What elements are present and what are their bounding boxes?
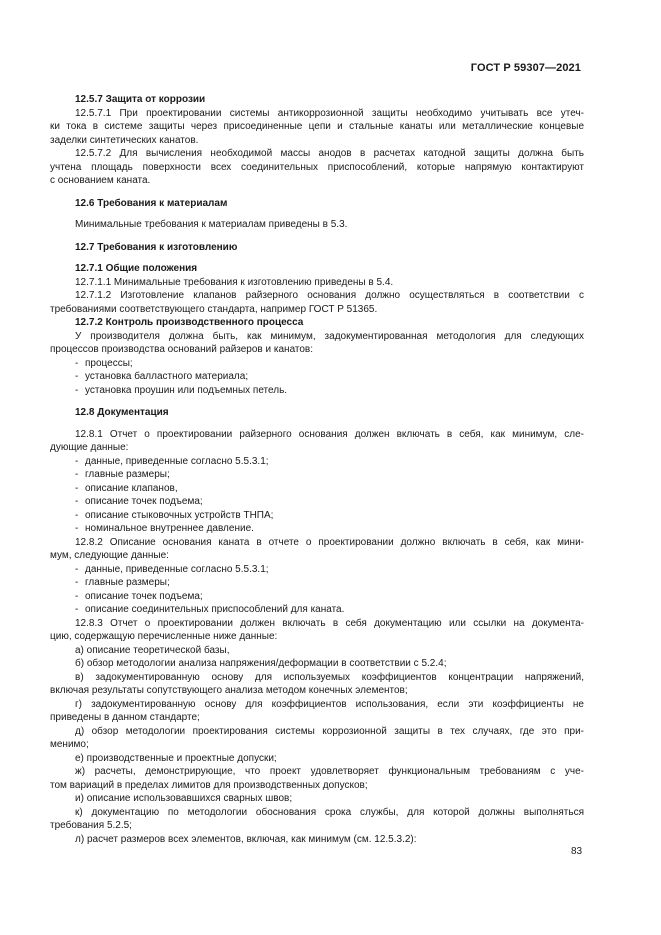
subsection-heading-12-7-2: 12.7.2 Контроль производственного процесса [75, 317, 304, 328]
list-item: - процессы; [75, 357, 133, 369]
paragraph-line: 12.8.1 Отчет о проектировании райзерного основания должен включать в себя, как минимум, сле- [75, 428, 584, 440]
paragraph-line: требованиями соответствующего стандарта, например ГОСТ Р 51365. [50, 303, 378, 315]
list-item: - данные, приведенные согласно 5.5.3.1; [75, 455, 269, 467]
section-heading-12-5-7: 12.5.7 Защита от коррозии [75, 94, 206, 105]
list-item: - описание точек подъема; [75, 496, 203, 507]
list-item-g-cont: приведены в данном стандарте; [50, 712, 200, 723]
paragraph-line: с основанием каната. [50, 175, 151, 186]
list-item: - главные размеры; [75, 469, 170, 480]
list-item: - описание точек подъема; [75, 590, 203, 602]
list-item: - описание клапанов, [75, 482, 178, 494]
list-item-d-cont: менимо; [50, 739, 89, 750]
paragraph-line: учтена площадь поверхности всех соединительных приспособлений, которые напрямую контактируют [50, 161, 584, 173]
paragraph-line: мум, следующие данные: [50, 550, 169, 561]
bullet-dash: - [75, 482, 79, 494]
list-item: - описание стыковочных устройств ТНПА; [75, 509, 274, 521]
list-item-g: г) задокументированную основу для коэффициентов использования, если эти коэффициенты не [75, 698, 584, 710]
bullet-dash: - [75, 455, 79, 467]
bullet-dash: - [75, 371, 79, 382]
list-item-l: л) расчет размеров всех элементов, включая, как минимум (см. 12.5.3.2): [75, 833, 417, 845]
list-item: - установка проушин или подъемных петель. [75, 384, 288, 396]
document-body [50, 93, 584, 846]
page-number: 83 [571, 846, 583, 857]
bullet-dash: - [75, 509, 79, 521]
paragraph-line: Минимальные требования к материалам приведены в 5.3. [75, 219, 348, 230]
paragraph-line: 12.7.1.2 Изготовление клапанов райзерного основания должно осуществляться в соответствии с [75, 290, 584, 301]
section-heading-12-7: 12.7 Требования к изготовлению [75, 241, 238, 253]
paragraph-line: 12.8.3 Отчет о проектировании должен включать в себя документацию или ссылки на документа- [75, 617, 584, 629]
list-item-e: е) производственные и проектные допуски; [75, 752, 277, 764]
paragraph-line: 12.5.7.1 При проектировании системы антикоррозионной защиты необходимо учитывать все утеч- [75, 107, 584, 119]
list-item: - номинальное внутреннее давление. [75, 523, 254, 534]
list-item: - главные размеры; [75, 577, 170, 588]
list-item: - описание соединительных приспособлений для каната. [75, 604, 345, 615]
list-item: - данные, приведенные согласно 5.5.3.1; [75, 563, 269, 575]
paragraph-line: ки тока в системе защиты через присоединенные цепи и стальные канаты или металлические концевые [50, 121, 584, 132]
list-item-zh: ж) расчеты, демонстрирующие, что проект удовлетворяет функциональным требованиям с уче- [75, 766, 584, 777]
list-item-d: д) обзор методологии проектирования системы коррозионной защиты в тех случаях, где это при- [75, 725, 584, 737]
list-item-v: в) задокументированную основу для используемых коэффициентов концентрации напряжений, [75, 671, 584, 683]
list-item: - установка балластного материала; [75, 371, 249, 382]
list-item-zh-cont: том вариаций в пределах лимитов для производственных допусков; [50, 779, 368, 791]
paragraph-line: 12.5.7.2 Для вычисления необходимой массы анодов в расчетах катодной защиты должна быть [75, 148, 584, 159]
bullet-dash: - [75, 496, 79, 507]
list-item-a: а) описание теоретической базы, [75, 644, 230, 656]
bullet-dash: - [75, 563, 79, 575]
paragraph-line: цию, содержащую перечисленные ниже данные: [50, 631, 278, 642]
bullet-dash: - [75, 469, 79, 480]
section-heading-12-8: 12.8 Документация [75, 407, 169, 418]
paragraph-line: У производителя должна быть, как минимум, задокументированная методология для следующих [75, 330, 584, 342]
list-item-k-cont: требования 5.2.5; [50, 820, 132, 831]
paragraph-line: заделки синтетических канатов. [50, 134, 199, 146]
bullet-dash: - [75, 590, 79, 602]
paragraph-line: процессов производства оснований райзеров и канатов: [50, 344, 314, 355]
paragraph-line: дующие данные: [50, 442, 129, 453]
bullet-dash: - [75, 577, 79, 588]
document-header: ГОСТ Р 59307—2021 [470, 62, 581, 74]
bullet-dash: - [75, 357, 79, 369]
paragraph-line: 12.7.1.1 Минимальные требования к изготовлению приведены в 5.4. [75, 276, 394, 288]
paragraph-line: 12.8.2 Описание основания каната в отчете о проектировании должно включать в себя, как мини- [75, 536, 584, 548]
bullet-dash: - [75, 604, 79, 615]
list-item-b: б) обзор методологии анализа напряжения/деформации в соответствии с 5.2.4; [75, 658, 447, 669]
list-item-k: к) документацию по методологии обоснования срока службы, для которой должны выполняться [75, 806, 584, 818]
bullet-dash: - [75, 523, 79, 534]
list-item-i: и) описание использовавшихся сварных швов; [75, 793, 293, 804]
subsection-heading-12-7-1: 12.7.1 Общие положения [75, 263, 198, 274]
bullet-dash: - [75, 384, 79, 396]
list-item-v-cont: включая результаты сопутствующего анализа методом конечных элементов; [50, 685, 408, 696]
section-heading-12-6: 12.6 Требования к материалам [75, 197, 228, 209]
